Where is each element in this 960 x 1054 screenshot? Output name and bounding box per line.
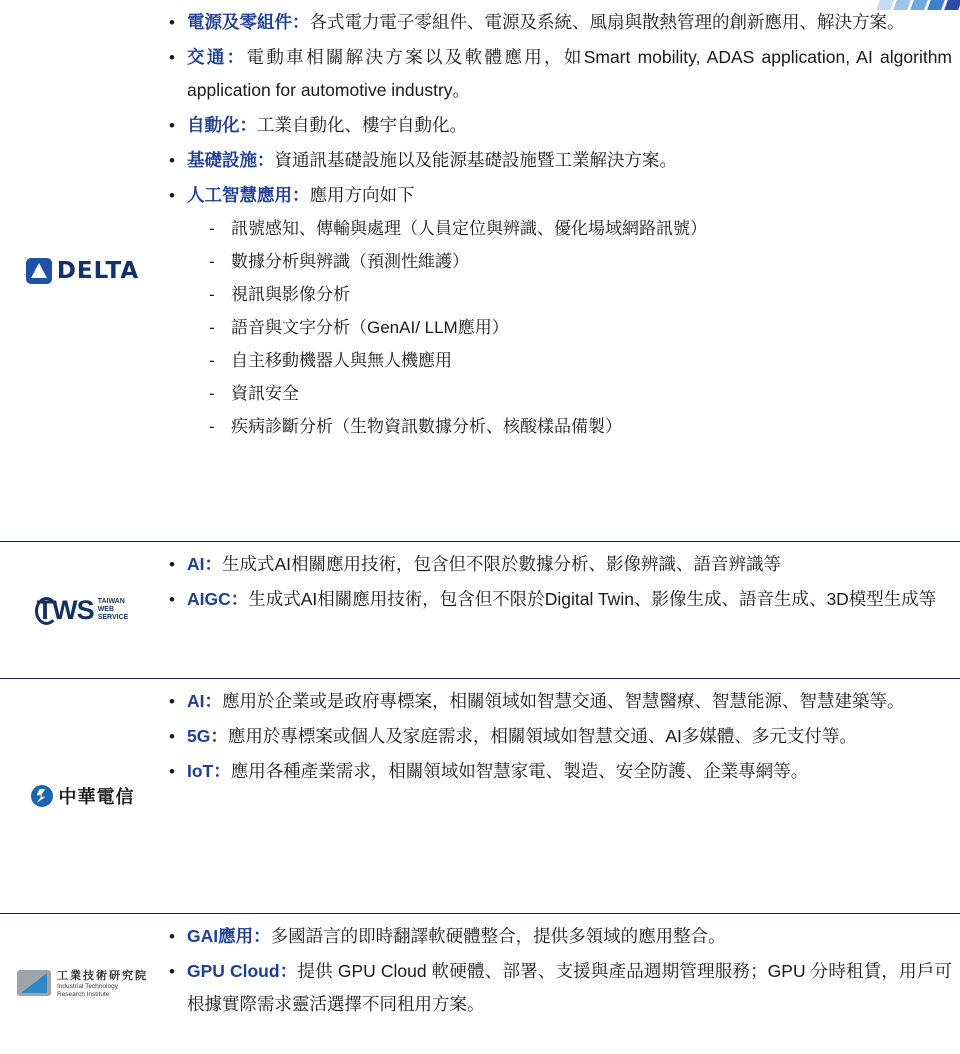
bullet-list [165, 685, 952, 788]
bullet-list [165, 920, 952, 1021]
list-item [165, 179, 952, 443]
logo-cell [0, 679, 165, 913]
company-section-chunghwa-telecom [0, 679, 960, 914]
list-item [165, 144, 952, 177]
tws-sub-1: TAIWAN [97, 598, 125, 605]
tws-sub-3: SERVICE [97, 614, 129, 621]
sub-list-item: - 疾病診斷分析（生物資訊數據分析、核酸樣品備製） [205, 410, 952, 443]
list-item [165, 6, 952, 39]
item-text: 應用於專標案或個人及家庭需求，相關領域如智慧交通、AI多媒體、多元支付等。 [227, 726, 857, 746]
item-text: 工業自動化、樓宇自動化。 [257, 115, 467, 135]
company-section-tws [0, 542, 960, 679]
sub-list-item: - 視訊與影像分析 [205, 278, 952, 311]
delta-logo-text: DELTA [56, 257, 140, 284]
item-text: 應用於企業或是政府專標案，相關領域如智慧交通、智慧醫療、智慧能源、智慧建築等。 [222, 691, 905, 711]
sub-list-item: - 訊號感知、傳輸與處理（人員定位與辨識、優化場域網路訊號） [205, 212, 952, 245]
delta-triangle-icon [26, 258, 52, 284]
sub-list-item: - 語音與文字分析（GenAI/ LLM應用） [205, 311, 952, 344]
content-cell [165, 0, 960, 541]
itri-name-zh: 工業技術研究院 [57, 970, 148, 982]
delta-logo [26, 258, 139, 284]
item-lead: 基礎設施： [187, 150, 275, 170]
chunghwa-telecom-icon [31, 785, 53, 807]
tws-logo [37, 595, 129, 626]
itri-name-en-2: Research Institute [57, 991, 110, 998]
tws-logo-subtext [98, 598, 129, 622]
list-item [165, 41, 952, 107]
item-lead: 自動化： [187, 115, 257, 135]
tws-sub-2: WEB [97, 606, 115, 613]
sub-list-item: - 資訊安全 [205, 377, 952, 410]
item-text: 多國語言的即時翻譯軟硬體整合，提供多領域的應用整合。 [270, 926, 726, 946]
item-text: 生成式AI相關應用技術，包含但不限於數據分析、影像辨識、語音辨識等 [222, 554, 782, 574]
list-item [165, 955, 952, 1021]
item-text: 應用方向如下 [309, 185, 415, 205]
bullet-list [165, 548, 952, 616]
sub-list [187, 212, 952, 443]
item-lead: GPU Cloud： [187, 961, 298, 981]
item-text: 生成式AI相關應用技術，包含但不限於Digital Twin、影像生成、語音生成、3D模型生成等 [248, 589, 937, 609]
item-lead: AIGC： [187, 589, 249, 609]
bullet-list [165, 6, 952, 443]
itri-logo [17, 967, 148, 999]
list-item [165, 685, 952, 718]
item-lead: 人工智慧應用： [187, 185, 310, 205]
company-section-itri [0, 914, 960, 1052]
content-cell [165, 679, 960, 913]
list-item [165, 720, 952, 753]
logo-cell [0, 0, 165, 541]
sub-list-item: - 自主移動機器人與無人機應用 [205, 344, 952, 377]
itri-logo-text [57, 967, 148, 999]
content-cell [165, 542, 960, 678]
chunghwa-telecom-logo [31, 783, 135, 809]
list-item [165, 109, 952, 142]
list-item [165, 755, 952, 788]
item-lead: AI： [187, 554, 222, 574]
itri-name-en-1: Industrial Technology [57, 983, 118, 990]
chunghwa-telecom-text: 中華電信 [58, 787, 135, 807]
item-lead: 交通： [187, 47, 247, 67]
tws-word-text: TWS [36, 594, 94, 625]
sub-list-item: - 數據分析與辨識（預測性維護） [205, 245, 952, 278]
list-item [165, 548, 952, 581]
list-item [165, 583, 952, 616]
logo-cell [0, 542, 165, 678]
item-lead: GAI應用： [187, 926, 271, 946]
itri-mark-icon [17, 970, 51, 996]
logo-cell [0, 914, 165, 1052]
item-text: 應用各種產業需求，相關領域如智慧家電、製造、安全防護、企業專網等。 [230, 761, 809, 781]
item-text: 電動車相關解決方案以及軟體應用，如Smart mobility, ADAS application, AI algorithm application for automotive industry。 [187, 47, 953, 100]
item-lead: 5G： [187, 726, 228, 746]
item-lead: AI： [187, 691, 222, 711]
content-cell [165, 914, 960, 1052]
list-item [165, 920, 952, 953]
tws-logo-text [37, 595, 94, 626]
item-lead: 電源及零組件： [187, 12, 310, 32]
item-text: 資通訊基礎設施以及能源基礎設施暨工業解決方案。 [274, 150, 677, 170]
item-text: 各式電力電子零組件、電源及系統、風扇與散熱管理的創新應用、解決方案。 [309, 12, 905, 32]
item-text: 提供 GPU Cloud 軟硬體、部署、支援與產品週期管理服務；GPU 分時租賃，用戶可根據實際需求靈活選擇不同租用方案。 [187, 961, 953, 1014]
item-lead: IoT： [187, 761, 231, 781]
arc-icon [35, 597, 58, 625]
